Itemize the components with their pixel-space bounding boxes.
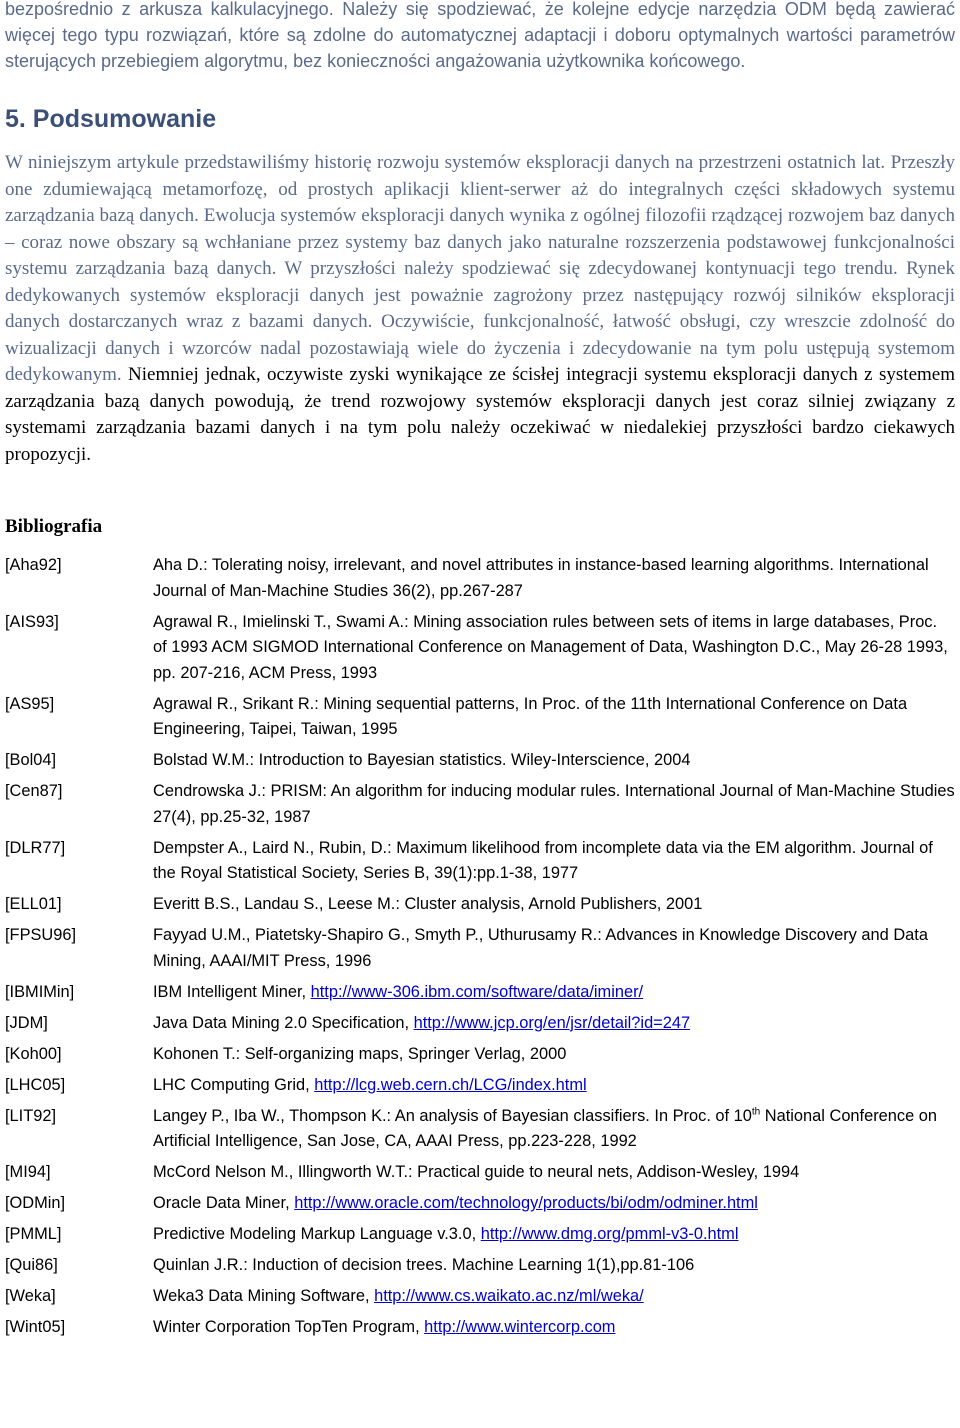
summary-paragraph: [5, 150, 955, 468]
bibliography-key: [FPSU96]: [5, 926, 77, 944]
bibliography-entry: [5, 980, 955, 1006]
summary-sentence-1: W niniejszym artykule przedstawiliśmy historię rozwoju systemów eksploracji danych na przestrzeni ostatnich lat.: [5, 152, 886, 173]
bibliography-citation: Cendrowska J.: PRISM: An algorithm for inducing modular rules. International Journal of Man-Machine Studies 27(4), pp.25-32, 1987: [153, 782, 955, 826]
bibliography-entry: [5, 1011, 955, 1037]
bibliography-text: [153, 1284, 955, 1310]
bibliography-key: [DLR77]: [5, 838, 66, 857]
bibliography-text: [153, 980, 955, 1006]
bibliography-entry: [5, 1222, 955, 1248]
bibliography-text: [153, 1042, 955, 1068]
bibliography-entry: [5, 1253, 955, 1279]
bibliography-entry: [5, 610, 955, 687]
summary-sentence-2: Przeszły one zdumiewającą metamorfozę, od prostych aplikacji klient-serwer aż do integralnych części składowych systemu zarządzania bazą danych.: [5, 152, 955, 226]
bibliography-citation: Quinlan J.R.: Induction of decision trees. Machine Learning 1(1),pp.81-106: [153, 1256, 695, 1274]
bibliography-text: [153, 1011, 955, 1037]
bibliography-key: [LHC05]: [5, 1075, 66, 1094]
bibliography-citation: Kohonen T.: Self-organizing maps, Springer Verlag, 2000: [153, 1044, 567, 1063]
bibliography-citation: Winter Corporation TopTen Program,: [153, 1318, 425, 1336]
bibliography-entry: [5, 1191, 955, 1217]
bibliography-citation: Bolstad W.M.: Introduction to Bayesian statistics. Wiley-Interscience, 2004: [153, 751, 691, 769]
bibliography-key: [PMML]: [5, 1225, 62, 1243]
bibliography-citation: Everitt B.S., Landau S., Leese M.: Cluster analysis, Arnold Publishers, 2001: [153, 895, 703, 913]
bibliography-list: [5, 553, 955, 1341]
bibliography-entry: [5, 779, 955, 830]
bibliography-text: [153, 610, 955, 687]
summary-sentence-6: Oczywiście, funkcjonalność, łatwość obsługi, czy wreszcie zdolność do wizualizacji danych i wzorców nadal pozostawiają wiele do życzenia i zdecydowanie na tym polu ustępują systemom dedykowanym.: [5, 311, 955, 385]
bibliography-key: [IBMIMin]: [5, 982, 75, 1001]
bibliography-citation: McCord Nelson M., Illingworth W.T.: Practical guide to neural nets, Addison-Wesley, 1994: [153, 1163, 800, 1181]
bibliography-entry: [5, 1042, 955, 1068]
document-page: [5, 0, 955, 1346]
bibliography-citation: Langey P., Iba W., Thompson K.: An analysis of Bayesian classifiers. In Proc. of 10: [153, 1106, 752, 1125]
bibliography-citation: LHC Computing Grid,: [153, 1075, 315, 1094]
bibliography-link[interactable]: http://www.cs.waikato.ac.nz/ml/weka/: [374, 1287, 644, 1305]
bibliography-entry: [5, 1104, 955, 1155]
bibliography-link[interactable]: http://www-306.ibm.com/software/data/iminer/: [310, 982, 644, 1001]
bibliography-link[interactable]: http://www.wintercorp.com: [424, 1318, 616, 1336]
bibliography-text: [153, 1104, 955, 1155]
bibliography-key: [LIT92]: [5, 1106, 57, 1125]
bibliography-text: [153, 553, 955, 604]
summary-sentence-5: Rynek dedykowanych systemów eksploracji danych jest poważnie zagrożony przez następujący rozwój silników eksploracji danych dostarczanych wraz z bazami danych.: [5, 258, 955, 332]
bibliography-citation: Agrawal R., Srikant R.: Mining sequential patterns, In Proc. of the 11th International Conference on Data Engineering, Taipei, Taiwan, 1995: [153, 694, 908, 738]
bibliography-entry: [5, 1284, 955, 1310]
bibliography-key: [Koh00]: [5, 1044, 62, 1063]
bibliography-text: [153, 692, 955, 743]
bibliography-key: [JDM]: [5, 1013, 48, 1032]
bibliography-link[interactable]: http://lcg.web.cern.ch/LCG/index.html: [314, 1075, 587, 1094]
bibliography-entry: [5, 553, 955, 604]
bibliography-key: [AS95]: [5, 694, 55, 713]
bibliography-citation: Agrawal R., Imielinski T., Swami A.: Mining association rules between sets of items in large databases, Proc. of 1993 ACM SIGMOD International Conference on Management of Data, Washington D.C., May 26-28 1993, pp. 207-216, ACM Press, 1993: [153, 612, 948, 682]
bibliography-entry: [5, 892, 955, 918]
bibliography-entry: [5, 748, 955, 774]
bibliography-citation: Oracle Data Miner,: [153, 1194, 295, 1212]
bibliography-text: [153, 1315, 955, 1341]
bibliography-key: [Weka]: [5, 1287, 56, 1305]
bibliography-text: [153, 923, 955, 974]
section-title: 5. Podsumowanie: [5, 105, 217, 133]
bibliography-key: [Cen87]: [5, 782, 63, 800]
bibliography-key: [ELL01]: [5, 895, 62, 913]
bibliography-key: [Aha92]: [5, 556, 62, 574]
bibliography-citation: Java Data Mining 2.0 Specification,: [153, 1013, 414, 1032]
bibliography-citation: Aha D.: Tolerating noisy, irrelevant, and novel attributes in instance-based learning algorithms. International Journal of Man-Machine Studies 36(2), pp.267-287: [153, 556, 929, 600]
bibliography-entry: [5, 692, 955, 743]
bibliography-key: [MI94]: [5, 1163, 51, 1181]
bibliography-entry: [5, 1160, 955, 1186]
bibliography-citation: Predictive Modeling Markup Language v.3.0,: [153, 1225, 481, 1243]
bibliography-text: [153, 892, 955, 918]
bibliography-heading: Bibliografia: [5, 516, 103, 537]
bibliography-entry: [5, 836, 955, 887]
bibliography-text: [153, 1073, 955, 1099]
bibliography-entry: [5, 1073, 955, 1099]
bibliography-link[interactable]: http://www.oracle.com/technology/products/bi/odm/odminer.html: [294, 1194, 758, 1212]
bibliography-key: [ODMin]: [5, 1194, 66, 1212]
bibliography-text: [153, 1160, 955, 1186]
bibliography-citation: Dempster A., Laird N., Rubin, D.: Maximum likelihood from incomplete data via the EM algorithm. Journal of the Royal Statistical Society, Series B, 39(1):pp.1-38, 1977: [153, 838, 933, 882]
bibliography-citation: Weka3 Data Mining Software,: [153, 1287, 375, 1305]
bibliography-link[interactable]: http://www.dmg.org/pmml-v3-0.html: [480, 1225, 739, 1243]
bibliography-link[interactable]: http://www.jcp.org/en/jsr/detail?id=247: [413, 1013, 691, 1032]
bibliography-text: [153, 748, 955, 774]
bibliography-key: [Wint05]: [5, 1318, 66, 1336]
bibliography-entry: [5, 1315, 955, 1341]
summary-sentence-3: Ewolucja systemów eksploracji danych wynika z ogólnej filozofii rządzącej rozwojem baz danych – coraz nowe obszary są wchłaniane przez systemy baz danych jako naturalne rozszerzenia podstawowej funkcjonalności systemu zarządzania bazą danych.: [5, 205, 955, 279]
bibliography-text: [153, 1191, 955, 1217]
intro-paragraph: bezpośrednio z arkusza kalkulacyjnego. Należy się spodziewać, że kolejne edycje narzędzia ODM będą zawierać więcej tego typu rozwiązań, które są zdolne do automatycznej adaptacji i doboru optymalnych wartości parametrów sterujących przebiegiem algorytmu, bez konieczności angażowania użytkownika końcowego.: [5, 0, 955, 71]
bibliography-citation-continued: National Conference on Artificial Intelligence, San Jose, CA, AAAI Press, pp.223-228, 1992: [153, 1106, 938, 1150]
bibliography-entry: [5, 923, 955, 974]
bibliography-text: [153, 1253, 955, 1279]
bibliography-citation: IBM Intelligent Miner,: [153, 982, 311, 1001]
bibliography-citation: Fayyad U.M., Piatetsky-Shapiro G., Smyth P., Uthurusamy R.: Advances in Knowledge Discovery and Data Mining, AAAI/MIT Press, 1996: [153, 926, 928, 970]
summary-sentence-4: W przyszłości należy spodziewać się zdecydowanej kontynuacji tego trendu.: [276, 258, 898, 279]
bibliography-key: [AIS93]: [5, 612, 59, 631]
bibliography-text: [153, 1222, 955, 1248]
superscript: th: [751, 1106, 761, 1118]
bibliography-key: [Qui86]: [5, 1256, 58, 1274]
bibliography-text: [153, 779, 955, 830]
bibliography-text: [153, 836, 955, 887]
summary-sentence-7: Niemniej jednak, oczywiste zyski wynikające ze ścisłej integracji systemu eksploracji danych z systemem zarządzania bazą danych powodują, że trend rozwojowy systemów eksploracji danych jest coraz silniej związany z systemami zarządzania bazami danych i na tym polu należy oczekiwać w niedalekiej przyszłości bardzo ciekawych propozycji.: [5, 364, 955, 465]
bibliography-key: [Bol04]: [5, 751, 57, 769]
